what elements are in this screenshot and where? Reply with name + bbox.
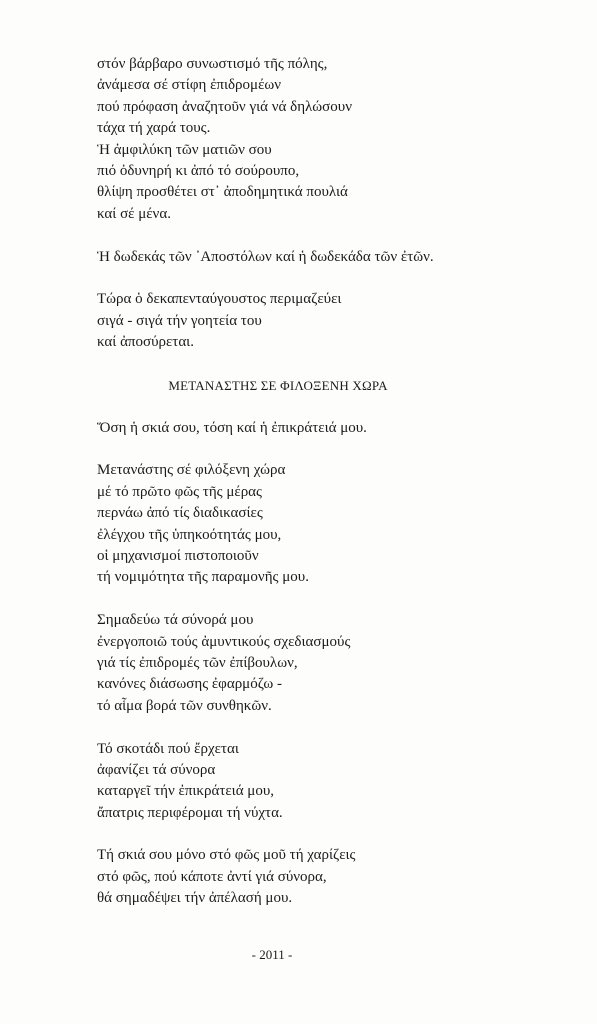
poem-line: οἱ μηχανισμοί πιστοποιοῦν [97, 547, 259, 564]
poem-line: ἀφανίζει τά σύνορα [97, 761, 216, 778]
poem-line: σιγά - σιγά τήν γοητεία του [97, 312, 262, 329]
stanza [97, 247, 467, 268]
poem-line: στόν βάρβαρο συνωστισμό τῆς πόλης, [97, 56, 328, 72]
poem-line: μέ τό πρῶτο φῶς τῆς μέρας [97, 483, 262, 500]
poem-line: καταργεῖ τήν ἐπικράτειά μου, [97, 783, 275, 800]
stanza [97, 460, 467, 588]
poem-line: πού πρόφαση ἀναζητοῦν γιά νά δηλώσουν [97, 98, 352, 115]
poem-line: τή νομιμότητα τῆς παραμονῆς μου. [97, 569, 309, 586]
poem-line: Μετανάστης σέ φιλόξενη χώρα [97, 462, 286, 479]
poem-line: ἐνεργοποιῶ τούς ἀμυντικούς σχεδιασμούς [97, 633, 351, 650]
poem-line: θά σημαδέψει τήν ἀπέλασή μου. [97, 890, 293, 907]
poem-line: περνάω ἀπό τίς διαδικασίες [97, 505, 263, 522]
poem-title: ΜΕΤΑΝΑΣΤΗΣ ΣΕ ΦΙΛΟΞΕΝΗ ΧΩΡΑ [168, 377, 388, 393]
poem-line: τό αἷμα βορά τῶν συνθηκῶν. [97, 697, 272, 714]
poem-line: θλίψη προσθέτει στ᾽ ἀποδημητικά πουλιά [97, 184, 348, 201]
poem-line: ἐλέγχου τῆς ὑπηκοότητάς μου, [97, 526, 282, 543]
stanza [97, 610, 467, 717]
stanza [97, 54, 467, 225]
poem-line: Τό σκοτάδι πού ἔρχεται [97, 740, 239, 757]
poem-line: Ὅση ἡ σκιά σου, τόση καί ἡ ἐπικράτειά μου. [97, 419, 367, 436]
poem-line: ἄπατρις περιφέρομαι τή νύχτα. [97, 804, 283, 821]
poem-line: καί σέ μένα. [97, 205, 171, 222]
stanza [97, 739, 467, 825]
poem-line: στό φῶς, πού κάποτε ἀντί γιά σύνορα, [97, 868, 327, 885]
poem-line: Τή σκιά σου μόνο στό φῶς μοῦ τή χαρίζεις [97, 847, 356, 864]
poem-line: Ἡ ἀμφιλύκη τῶν ματιῶν σου [97, 141, 272, 158]
poem-line: κανόνες διάσωσης ἐφαρμόζω - [97, 676, 283, 693]
stanza [97, 289, 467, 353]
poem-line: Τώρα ὁ δεκαπενταύγουστος περιμαζεύει [97, 291, 342, 308]
poem-line: πιό ὀδυνηρή κι ἀπό τό σούρουπο, [97, 162, 300, 179]
poem-line: ἀνάμεσα σέ στίφη ἐπιδρομέων [97, 77, 282, 94]
stanza [97, 845, 467, 909]
poem-line: τάχα τή χαρά τους. [97, 120, 211, 137]
page-number: - 2011 - [251, 947, 293, 962]
text-column [97, 54, 467, 931]
stanza [97, 418, 467, 439]
poem-line: γιά τίς ἐπιδρομές τῶν ἐπίβουλων, [97, 654, 298, 671]
poem-line: Ἡ δωδεκάς τῶν ᾽Αποστόλων καί ἡ δωδεκάδα τῶν ἐτῶν. [97, 248, 434, 265]
poem-line: καί ἀποσύρεται. [97, 334, 194, 351]
poem-line: Σημαδεύω τά σύνορά μου [97, 612, 254, 629]
